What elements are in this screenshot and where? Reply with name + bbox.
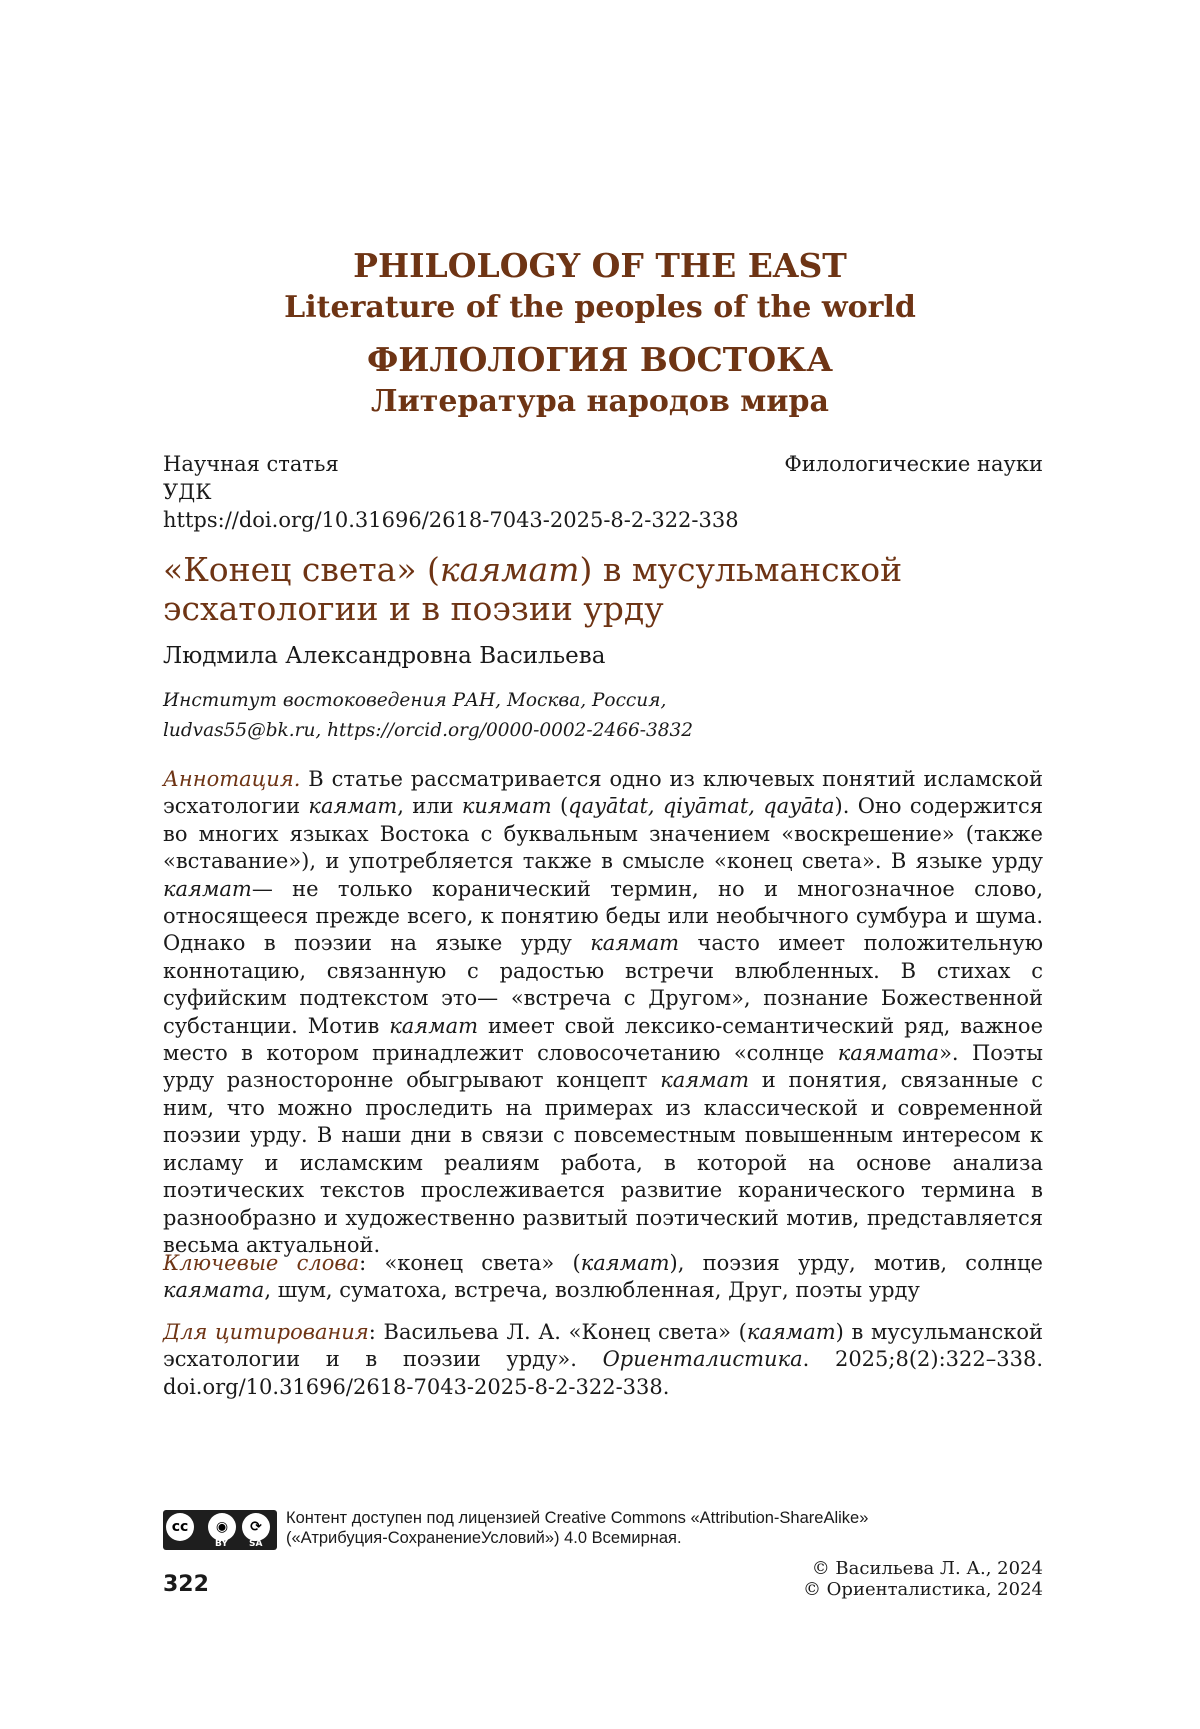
article-meta — [163, 450, 739, 534]
author-affiliation — [163, 686, 693, 746]
page-number: 322 — [163, 1572, 209, 1597]
author-name: Людмила Александровна Васильева — [163, 643, 606, 669]
subsection-title-en: Literature of the peoples of the world — [284, 290, 916, 325]
abstract-text: ( — [551, 794, 569, 819]
article-type: Научная статья — [163, 452, 339, 476]
license-line: Контент доступен под лицензией Creative Commons «Attribution-ShareAlike» — [286, 1509, 869, 1527]
license-line: («Атрибуция-СохранениеУсловий») 4.0 Всемирная. — [286, 1529, 682, 1547]
citation — [163, 1319, 1043, 1401]
title-text: эсхатологии и в поэзии урду — [163, 589, 664, 628]
science-field: Филологические науки — [784, 452, 1043, 476]
citation-journal: Ориенталистика — [602, 1347, 803, 1372]
abstract-term: каямат — [389, 1013, 479, 1038]
abstract-term: каямат — [308, 794, 398, 819]
badge-sa-label: SA — [249, 1539, 263, 1549]
copyright — [803, 1558, 1043, 1600]
abstract — [163, 766, 1043, 1259]
article-title — [163, 550, 1063, 628]
cc-by-sa-badge[interactable] — [163, 1510, 277, 1550]
abstract-term: каямат — [660, 1068, 750, 1093]
abstract-label: Аннотация. — [163, 767, 301, 791]
person-icon: ◉ — [208, 1513, 236, 1541]
badge-by-label: BY — [215, 1539, 228, 1549]
abstract-text: В статье рассматривается одно из ключевых понятий исламской эсхатологии — [163, 767, 1043, 819]
author-contacts[interactable]: ludvas55@bk.ru, https://orcid.org/0000-0002-2466-3832 — [163, 720, 694, 741]
keywords — [163, 1250, 1043, 1305]
abstract-text: и понятия, связанные с ним, что можно проследить на примерах из классической и современной поэзии урду. В наши дни в связи с повсеместным повышенным интересом к исламу и исламским реалиям работа, в которой на основе анализа поэтических текстов прослеживается развитие коранического термина в разнообразно и художественно развитый поэтический мотив, представляется весьма актуальной. — [163, 1068, 1043, 1257]
abstract-text: имеет свой лексико-семантический ряд, важное место в котором принадлежит словосочетанию «солнце — [163, 1013, 1043, 1066]
affiliation-line: Институт востоковедения РАН, Москва, Россия, — [163, 690, 667, 711]
abstract-term: каямат — [163, 876, 252, 901]
keywords-label: Ключевые слова — [163, 1251, 360, 1275]
title-text: ) в мусульманской — [579, 550, 903, 589]
title-term: каямат — [439, 550, 580, 589]
abstract-term: каямата — [837, 1041, 940, 1066]
citation-text: . 2025;8(2):322–338. doi.org/10.31696/2618-7043-2025-8-2-322-338. — [163, 1347, 1043, 1399]
udk-label: УДК — [163, 480, 212, 504]
abstract-term: каямат — [590, 931, 680, 956]
citation-text: : Васильева Л. А. «Конец света» ( — [368, 1320, 747, 1344]
copyright-author: © Васильева Л. А., 2024 — [811, 1558, 1043, 1579]
abstract-text: — не только коранический термин, но и многозначное слово, относящееся прежде всего, к понятию беды или необычного сумбура и шума. Однако в поэзии на языке урду — [163, 876, 1043, 956]
title-text: «Конец света» ( — [163, 550, 440, 589]
section-title-ru: ФИЛОЛОГИЯ ВОСТОКА — [367, 340, 833, 379]
doi-link[interactable]: https://doi.org/10.31696/2618-7043-2025-8-2-322-338 — [163, 508, 739, 532]
keywords-text: ), поэзия урду, мотив, солнце — [669, 1251, 1043, 1275]
copyright-journal: © Ориенталистика, 2024 — [802, 1579, 1043, 1600]
license-text — [286, 1508, 1046, 1548]
keywords-term: каямата — [163, 1278, 265, 1303]
keywords-text: : «конец света» ( — [359, 1251, 581, 1275]
abstract-text: часто имеет положительную коннотацию, связанную с радостью встречи влюбленных. В стихах с суфийским подтекстом это— «встреча с Другом», познание Божественной субстанции. Мотив — [163, 931, 1043, 1038]
keywords-text: , шум, суматоха, встреча, возлюбленная, Друг, поэты урду — [264, 1278, 920, 1303]
abstract-term: qayātat, qiyāmat, qayāta — [568, 794, 835, 819]
abstract-text: ». Поэты урду разносторонне обыгрывают концепт — [163, 1041, 1044, 1093]
abstract-text: ). Оно содержится во многих языках Востока с буквальным значением «воскрешение» (также «вставание»), и употребляется также в смысле «конец света». В языке урду — [163, 794, 1043, 874]
keywords-term: каямат — [580, 1251, 670, 1275]
cc-icon: cc — [166, 1513, 194, 1541]
citation-term: каямат — [746, 1320, 836, 1344]
abstract-text: , или — [397, 794, 462, 819]
citation-label: Для цитирования — [163, 1320, 369, 1344]
abstract-term: киямат — [461, 794, 552, 819]
section-title-en: PHILOLOGY OF THE EAST — [353, 246, 847, 285]
share-alike-icon: ⟳ — [242, 1513, 270, 1541]
subsection-title-ru: Литература народов мира — [371, 384, 829, 419]
citation-text: ) в мусульманской эсхатологии и в поэзии урду». — [163, 1320, 1044, 1372]
